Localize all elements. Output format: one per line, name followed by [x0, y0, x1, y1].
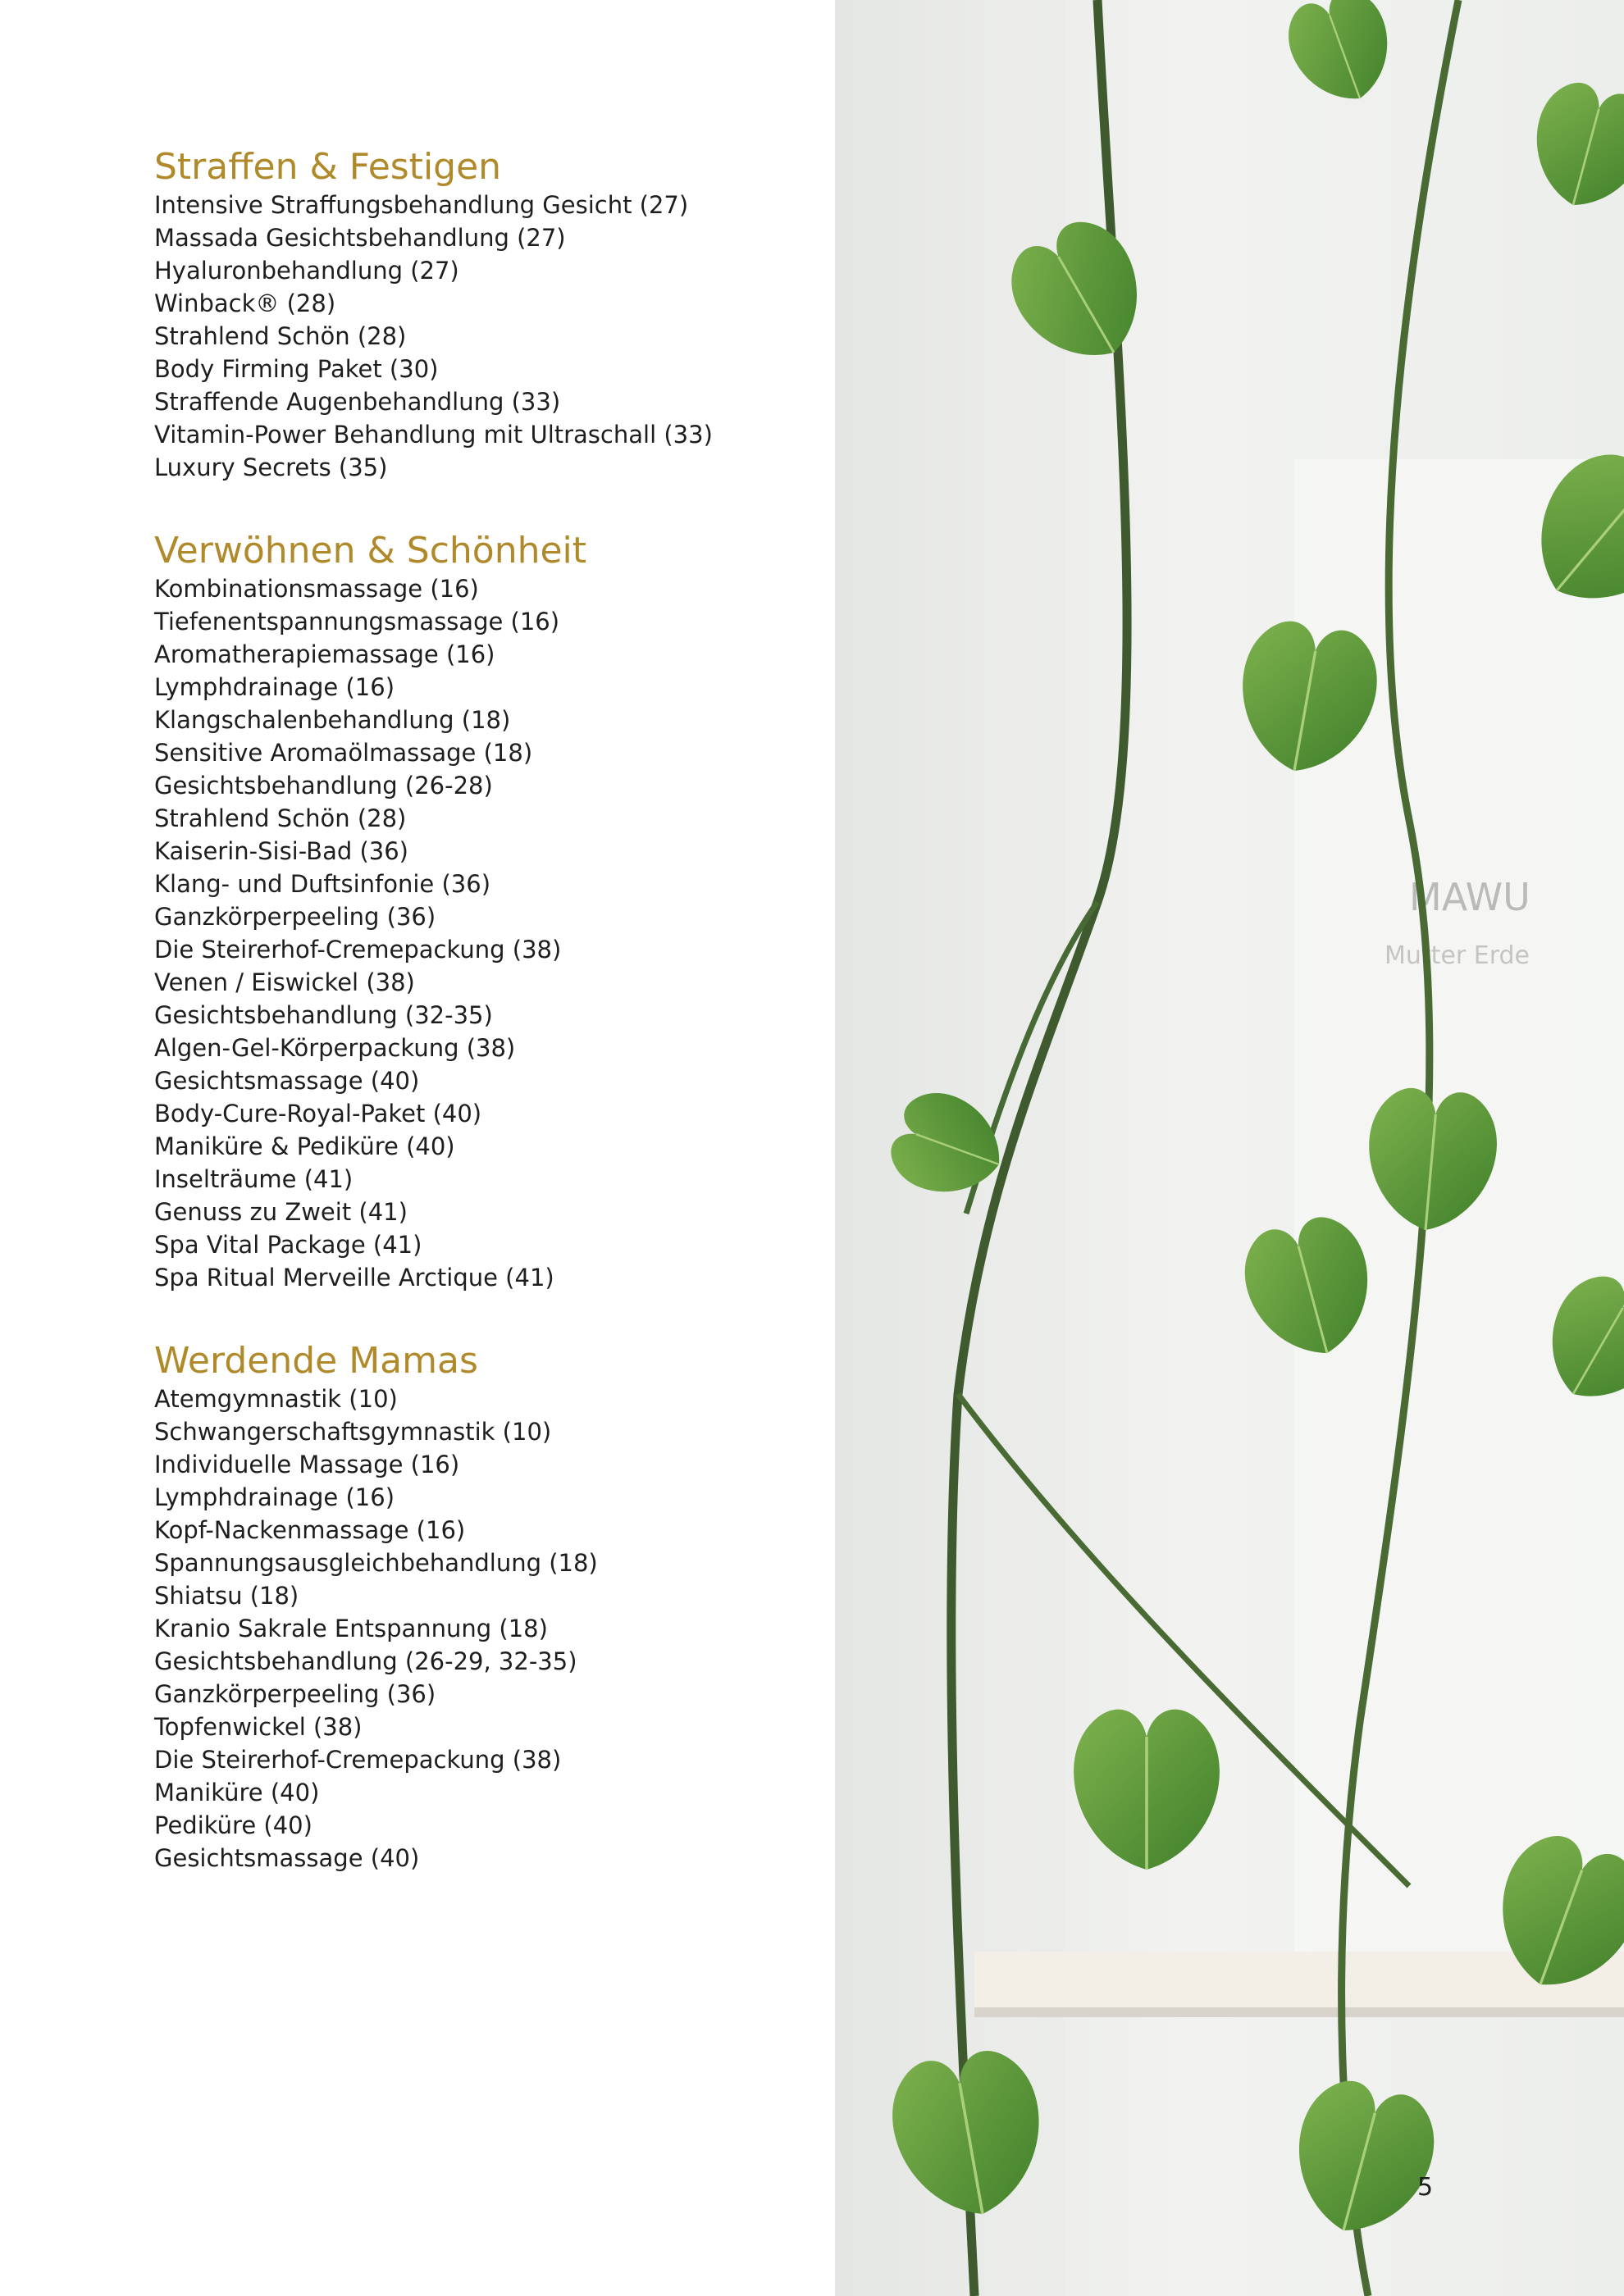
list-item: Inselträume (41)	[154, 1165, 354, 1193]
list-item: Spannungsausgleichbehandlung (18)	[154, 1549, 598, 1577]
list-item: Strahlend Schön (28)	[154, 322, 407, 350]
list-item: Pediküre (40)	[154, 1811, 312, 1839]
list-item: Sensitive Aromaölmassage (18)	[154, 739, 533, 767]
list-item: Klangschalenbehandlung (18)	[154, 706, 511, 734]
list-item: Klang- und Duftsinfonie (36)	[154, 870, 491, 898]
list-item: Luxury Secrets (35)	[154, 453, 388, 481]
section-title: Straffen & Festigen	[154, 146, 502, 188]
list-item: Kranio Sakrale Entspannung (18)	[154, 1615, 548, 1642]
list-item: Lymphdrainage (16)	[154, 1483, 395, 1511]
list-item: Intensive Straffungsbehandlung Gesicht (27)	[154, 191, 689, 219]
plant-photo-svg	[835, 0, 1624, 2296]
treatment-index	[154, 146, 827, 1920]
list-item: Gesichtsmassage (40)	[154, 1844, 420, 1872]
list-item: Topfenwickel (38)	[154, 1713, 363, 1741]
list-item: Body-Cure-Royal-Paket (40)	[154, 1100, 482, 1128]
sign-text-1: MAWU	[1409, 875, 1530, 919]
list-item: Ganzkörperpeeling (36)	[154, 903, 436, 931]
list-item: Straffende Augenbehandlung (33)	[154, 388, 561, 416]
list-item: Winback® (28)	[154, 289, 336, 317]
list-item: Body Firming Paket (30)	[154, 355, 439, 383]
list-item: Die Steirerhof-Cremepackung (38)	[154, 936, 562, 963]
list-item: Kombinationsmassage (16)	[154, 575, 479, 603]
page-number: 5	[1417, 2173, 1434, 2202]
list-item: Tiefenentspannungsmassage (16)	[154, 608, 560, 636]
list-item: Massada Gesichtsbehandlung (27)	[154, 224, 566, 252]
list-item: Strahlend Schön (28)	[154, 804, 407, 832]
list-item: Ganzkörperpeeling (36)	[154, 1680, 436, 1708]
list-item: Gesichtsbehandlung (32-35)	[154, 1001, 493, 1029]
list-item: Gesichtsbehandlung (26-29, 32-35)	[154, 1647, 577, 1675]
section-verwoehnen-schoenheit	[154, 530, 827, 1294]
plant-photo	[835, 0, 1624, 2296]
list-item: Genuss zu Zweit (41)	[154, 1198, 408, 1226]
section-werdende-mamas	[154, 1340, 827, 1875]
section-title: Werdende Mamas	[154, 1340, 478, 1382]
list-item: Algen-Gel-Körperpackung (38)	[154, 1034, 516, 1062]
list-item: Kaiserin-Sisi-Bad (36)	[154, 837, 408, 865]
list-item: Gesichtsmassage (40)	[154, 1067, 420, 1095]
list-item: Atemgymnastik (10)	[154, 1385, 398, 1413]
section-straffen-festigen	[154, 146, 827, 484]
list-item: Die Steirerhof-Cremepackung (38)	[154, 1746, 562, 1774]
list-item: Shiatsu (18)	[154, 1582, 299, 1610]
list-item: Vitamin-Power Behandlung mit Ultraschall (33)	[154, 421, 713, 449]
list-item: Spa Ritual Merveille Arctique (41)	[154, 1264, 554, 1292]
section-title: Verwöhnen & Schönheit	[154, 530, 587, 572]
list-item: Maniküre (40)	[154, 1779, 320, 1806]
list-item: Schwangerschaftsgymnastik (10)	[154, 1418, 552, 1446]
sign-text-2: Mutter Erde	[1385, 941, 1530, 970]
entry-list	[154, 572, 827, 1294]
entry-list	[154, 189, 827, 484]
list-item: Hyaluronbehandlung (27)	[154, 257, 459, 285]
list-item: Spa Vital Package (41)	[154, 1231, 422, 1259]
list-item: Kopf-Nackenmassage (16)	[154, 1516, 466, 1544]
entry-list	[154, 1383, 827, 1875]
list-item: Venen / Eiswickel (38)	[154, 968, 415, 996]
list-item: Maniküre & Pediküre (40)	[154, 1132, 455, 1160]
list-item: Lymphdrainage (16)	[154, 673, 395, 701]
list-item: Individuelle Massage (16)	[154, 1451, 460, 1478]
list-item: Gesichtsbehandlung (26-28)	[154, 772, 493, 800]
list-item: Aromatherapiemassage (16)	[154, 640, 495, 668]
